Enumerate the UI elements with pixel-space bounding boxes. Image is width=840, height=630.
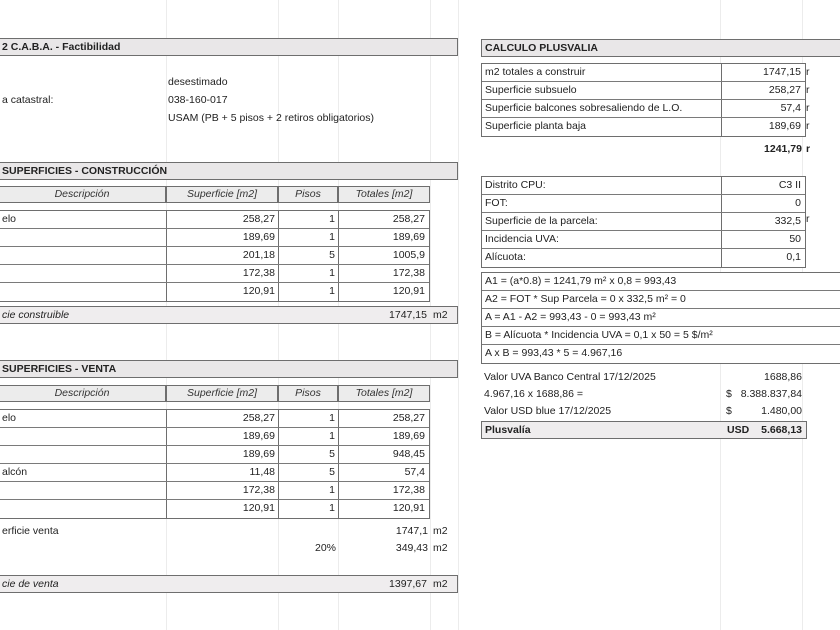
- plusvalia-title: CALCULO PLUSVALIA: [485, 42, 598, 54]
- cell-superficie[interactable]: 120,91: [166, 500, 278, 518]
- cell-descripcion[interactable]: [0, 265, 166, 282]
- plusvalia-superficies-table: [481, 63, 806, 137]
- valor-value[interactable]: 1.480,00: [761, 405, 802, 417]
- venta-title-bar: [0, 360, 458, 378]
- cell-pisos[interactable]: 1: [278, 229, 338, 246]
- superficie-unit: r: [806, 102, 810, 114]
- plusvalia-final-currency: USD: [727, 424, 750, 436]
- cell-descripcion[interactable]: [0, 428, 166, 445]
- plusvalia-parametros-table: [481, 176, 806, 268]
- venta-subtotal-value[interactable]: 1747,1: [395, 525, 428, 537]
- construccion-table: [0, 210, 430, 302]
- formula-row[interactable]: A1 = (a*0.8) = 1241,79 m² x 0,8 = 993,43: [482, 273, 840, 291]
- superficie-label: Superficie subsuelo: [485, 84, 577, 96]
- construccion-total-unit: m2: [433, 309, 448, 321]
- plusvalia-final-value: 5.668,13: [761, 424, 802, 436]
- parametro-value[interactable]: 0,1: [721, 249, 804, 267]
- info-value[interactable]: desestimado: [168, 76, 228, 88]
- table-row: [482, 118, 805, 136]
- info-value[interactable]: USAM (PB + 5 pisos + 2 retiros obligatorios): [168, 112, 375, 124]
- header-superficie: Superficie [m2]: [166, 385, 278, 402]
- venta-total-bar: [0, 575, 458, 593]
- table-row: [0, 428, 429, 446]
- cell-pisos[interactable]: 1: [278, 211, 338, 228]
- cell-totales[interactable]: 189,69: [338, 428, 428, 445]
- table-row: [482, 82, 805, 100]
- header-descripcion: Descripción: [0, 385, 166, 402]
- cell-pisos[interactable]: 1: [278, 500, 338, 518]
- formula-row[interactable]: A2 = FOT * Sup Parcela = 0 x 332,5 m² = 0: [482, 291, 840, 309]
- cell-superficie[interactable]: 189,69: [166, 229, 278, 246]
- factibilidad-title: 2 C.A.B.A. - Factibilidad: [2, 41, 121, 53]
- venta-discount-pct[interactable]: 20%: [314, 542, 336, 554]
- parametro-label: Distrito CPU:: [485, 179, 546, 191]
- plusvalia-formulas-table: [481, 272, 840, 364]
- superficie-label: Superficie balcones sobresaliendo de L.O.: [485, 102, 683, 114]
- parcela-unit: r: [806, 213, 810, 225]
- construccion-total-value: 1747,15: [389, 309, 427, 321]
- superficie-value[interactable]: 189,69: [721, 118, 804, 136]
- superficie-label: m2 totales a construir: [485, 66, 586, 78]
- venta-title: SUPERFICIES - VENTA: [2, 363, 117, 375]
- header-totales: Totales [m2]: [338, 385, 430, 402]
- table-row: [0, 283, 429, 301]
- construccion-total-bar: [0, 306, 458, 324]
- cell-totales[interactable]: 258,27: [338, 410, 428, 427]
- valor-currency: $: [726, 388, 732, 400]
- cell-totales[interactable]: 120,91: [338, 283, 428, 301]
- table-row: [0, 500, 429, 518]
- construccion-title: SUPERFICIES - CONSTRUCCIÓN: [2, 165, 168, 177]
- cell-descripcion[interactable]: elo: [2, 412, 17, 424]
- venta-table: [0, 409, 430, 519]
- table-row: [482, 195, 805, 213]
- cell-superficie[interactable]: 201,18: [166, 247, 278, 264]
- header-superficie: Superficie [m2]: [166, 186, 278, 203]
- cell-descripcion[interactable]: alcón: [2, 466, 28, 478]
- table-row: [0, 229, 429, 247]
- cell-totales[interactable]: 948,45: [338, 446, 428, 463]
- cell-pisos[interactable]: 5: [278, 446, 338, 463]
- plusvalia-final-label: Plusvalía: [485, 424, 531, 436]
- table-row: [482, 177, 805, 195]
- cell-totales[interactable]: 120,91: [338, 500, 428, 518]
- table-row: [0, 446, 429, 464]
- table-row: [0, 247, 429, 265]
- valor-value[interactable]: 1688,86: [764, 371, 802, 383]
- cell-descripcion[interactable]: [0, 283, 166, 301]
- venta-subtotal-label: erficie venta: [2, 525, 59, 537]
- superficie-value[interactable]: 57,4: [721, 100, 804, 117]
- cell-descripcion[interactable]: elo: [2, 213, 17, 225]
- cell-superficie[interactable]: 11,48: [166, 464, 278, 481]
- cell-totales[interactable]: 258,27: [338, 211, 428, 228]
- header-pisos: Pisos: [278, 385, 338, 402]
- valor-value[interactable]: 8.388.837,84: [740, 388, 802, 400]
- cell-superficie[interactable]: 189,69: [166, 446, 278, 463]
- cell-descripcion[interactable]: [0, 482, 166, 499]
- parametro-label: Incidencia UVA:: [485, 233, 559, 245]
- table-row: [0, 410, 429, 428]
- factibilidad-title-bar: [0, 38, 458, 56]
- cell-descripcion[interactable]: [0, 229, 166, 246]
- cell-pisos[interactable]: 5: [278, 464, 338, 481]
- table-row: [0, 482, 429, 500]
- parametro-value[interactable]: 50: [721, 231, 804, 248]
- valor-currency: $: [726, 405, 732, 417]
- cell-totales[interactable]: 57,4: [338, 464, 428, 481]
- header-pisos: Pisos: [278, 186, 338, 203]
- venta-total-value: 1397,67: [389, 578, 427, 590]
- cell-totales[interactable]: 1005,9: [338, 247, 428, 264]
- cell-pisos[interactable]: 1: [278, 482, 338, 499]
- cell-totales[interactable]: 172,38: [338, 482, 428, 499]
- cell-descripcion[interactable]: [0, 247, 166, 264]
- parametro-value[interactable]: 0: [721, 195, 804, 212]
- parametro-value[interactable]: 332,5: [721, 213, 804, 230]
- table-row: [482, 100, 805, 118]
- valor-label: Valor USD blue 17/12/2025: [484, 405, 612, 417]
- venta-discount-unit: m2: [433, 542, 448, 554]
- superficie-value[interactable]: 258,27: [721, 82, 804, 99]
- venta-discount-value[interactable]: 349,43: [395, 542, 428, 554]
- construccion-title-bar: [0, 162, 458, 180]
- table-row: [482, 231, 805, 249]
- cell-superficie[interactable]: 172,38: [166, 265, 278, 282]
- parametro-value[interactable]: C3 II: [721, 177, 804, 194]
- superficie-result-unit: r: [806, 143, 811, 155]
- info-label: a catastral:: [2, 94, 54, 106]
- cell-superficie[interactable]: 120,91: [166, 283, 278, 301]
- cell-superficie[interactable]: 172,38: [166, 482, 278, 499]
- table-row: [482, 64, 805, 82]
- cell-superficie[interactable]: 258,27: [166, 410, 278, 427]
- parametro-label: FOT:: [485, 197, 508, 209]
- cell-descripcion[interactable]: [0, 446, 166, 463]
- construccion-total-label: cie construible: [2, 309, 70, 321]
- table-row: [0, 265, 429, 283]
- table-row: [482, 213, 805, 231]
- cell-totales[interactable]: 172,38: [338, 265, 428, 282]
- valor-label: 4.967,16 x 1688,86 =: [484, 388, 583, 400]
- venta-subtotal-unit: m2: [433, 525, 448, 537]
- venta-total-label: cie de venta: [2, 578, 59, 590]
- parametro-label: Alícuota:: [485, 251, 526, 263]
- formula-row[interactable]: B = Alícuota * Incidencia UVA = 0,1 x 50 = 5 $/m²: [482, 327, 840, 345]
- superficie-unit: r: [806, 66, 810, 78]
- cell-totales[interactable]: 189,69: [338, 229, 428, 246]
- table-row: [0, 211, 429, 229]
- venta-total-unit: m2: [433, 578, 448, 590]
- cell-pisos[interactable]: 1: [278, 283, 338, 301]
- cell-superficie[interactable]: 258,27: [166, 211, 278, 228]
- superficie-unit: r: [806, 120, 810, 132]
- gridline: [458, 0, 459, 630]
- construccion-header-row: [0, 186, 430, 203]
- valor-label: Valor UVA Banco Central 17/12/2025: [484, 371, 656, 383]
- superficie-result-value[interactable]: 1241,79: [764, 143, 802, 155]
- plusvalia-final-bar: [481, 421, 807, 439]
- plusvalia-title-bar: [481, 39, 840, 57]
- parametro-label: Superficie de la parcela:: [485, 215, 598, 227]
- cell-pisos[interactable]: 1: [278, 428, 338, 445]
- formula-row[interactable]: A x B = 993,43 * 5 = 4.967,16: [485, 347, 623, 359]
- header-descripcion: Descripción: [0, 186, 166, 203]
- cell-superficie[interactable]: 189,69: [166, 428, 278, 445]
- superficie-value[interactable]: 1747,15: [721, 64, 804, 81]
- cell-pisos[interactable]: 1: [278, 265, 338, 282]
- table-row: [482, 249, 805, 267]
- superficie-unit: r: [806, 84, 810, 96]
- table-row: [0, 464, 429, 482]
- superficie-label: Superficie planta baja: [485, 120, 586, 132]
- cell-descripcion[interactable]: [0, 500, 166, 518]
- cell-pisos[interactable]: 1: [278, 410, 338, 427]
- formula-row[interactable]: A = A1 - A2 = 993,43 - 0 = 993,43 m²: [482, 309, 840, 327]
- venta-header-row: [0, 385, 430, 402]
- cell-pisos[interactable]: 5: [278, 247, 338, 264]
- info-value[interactable]: 038-160-017: [168, 94, 228, 106]
- header-totales: Totales [m2]: [338, 186, 430, 203]
